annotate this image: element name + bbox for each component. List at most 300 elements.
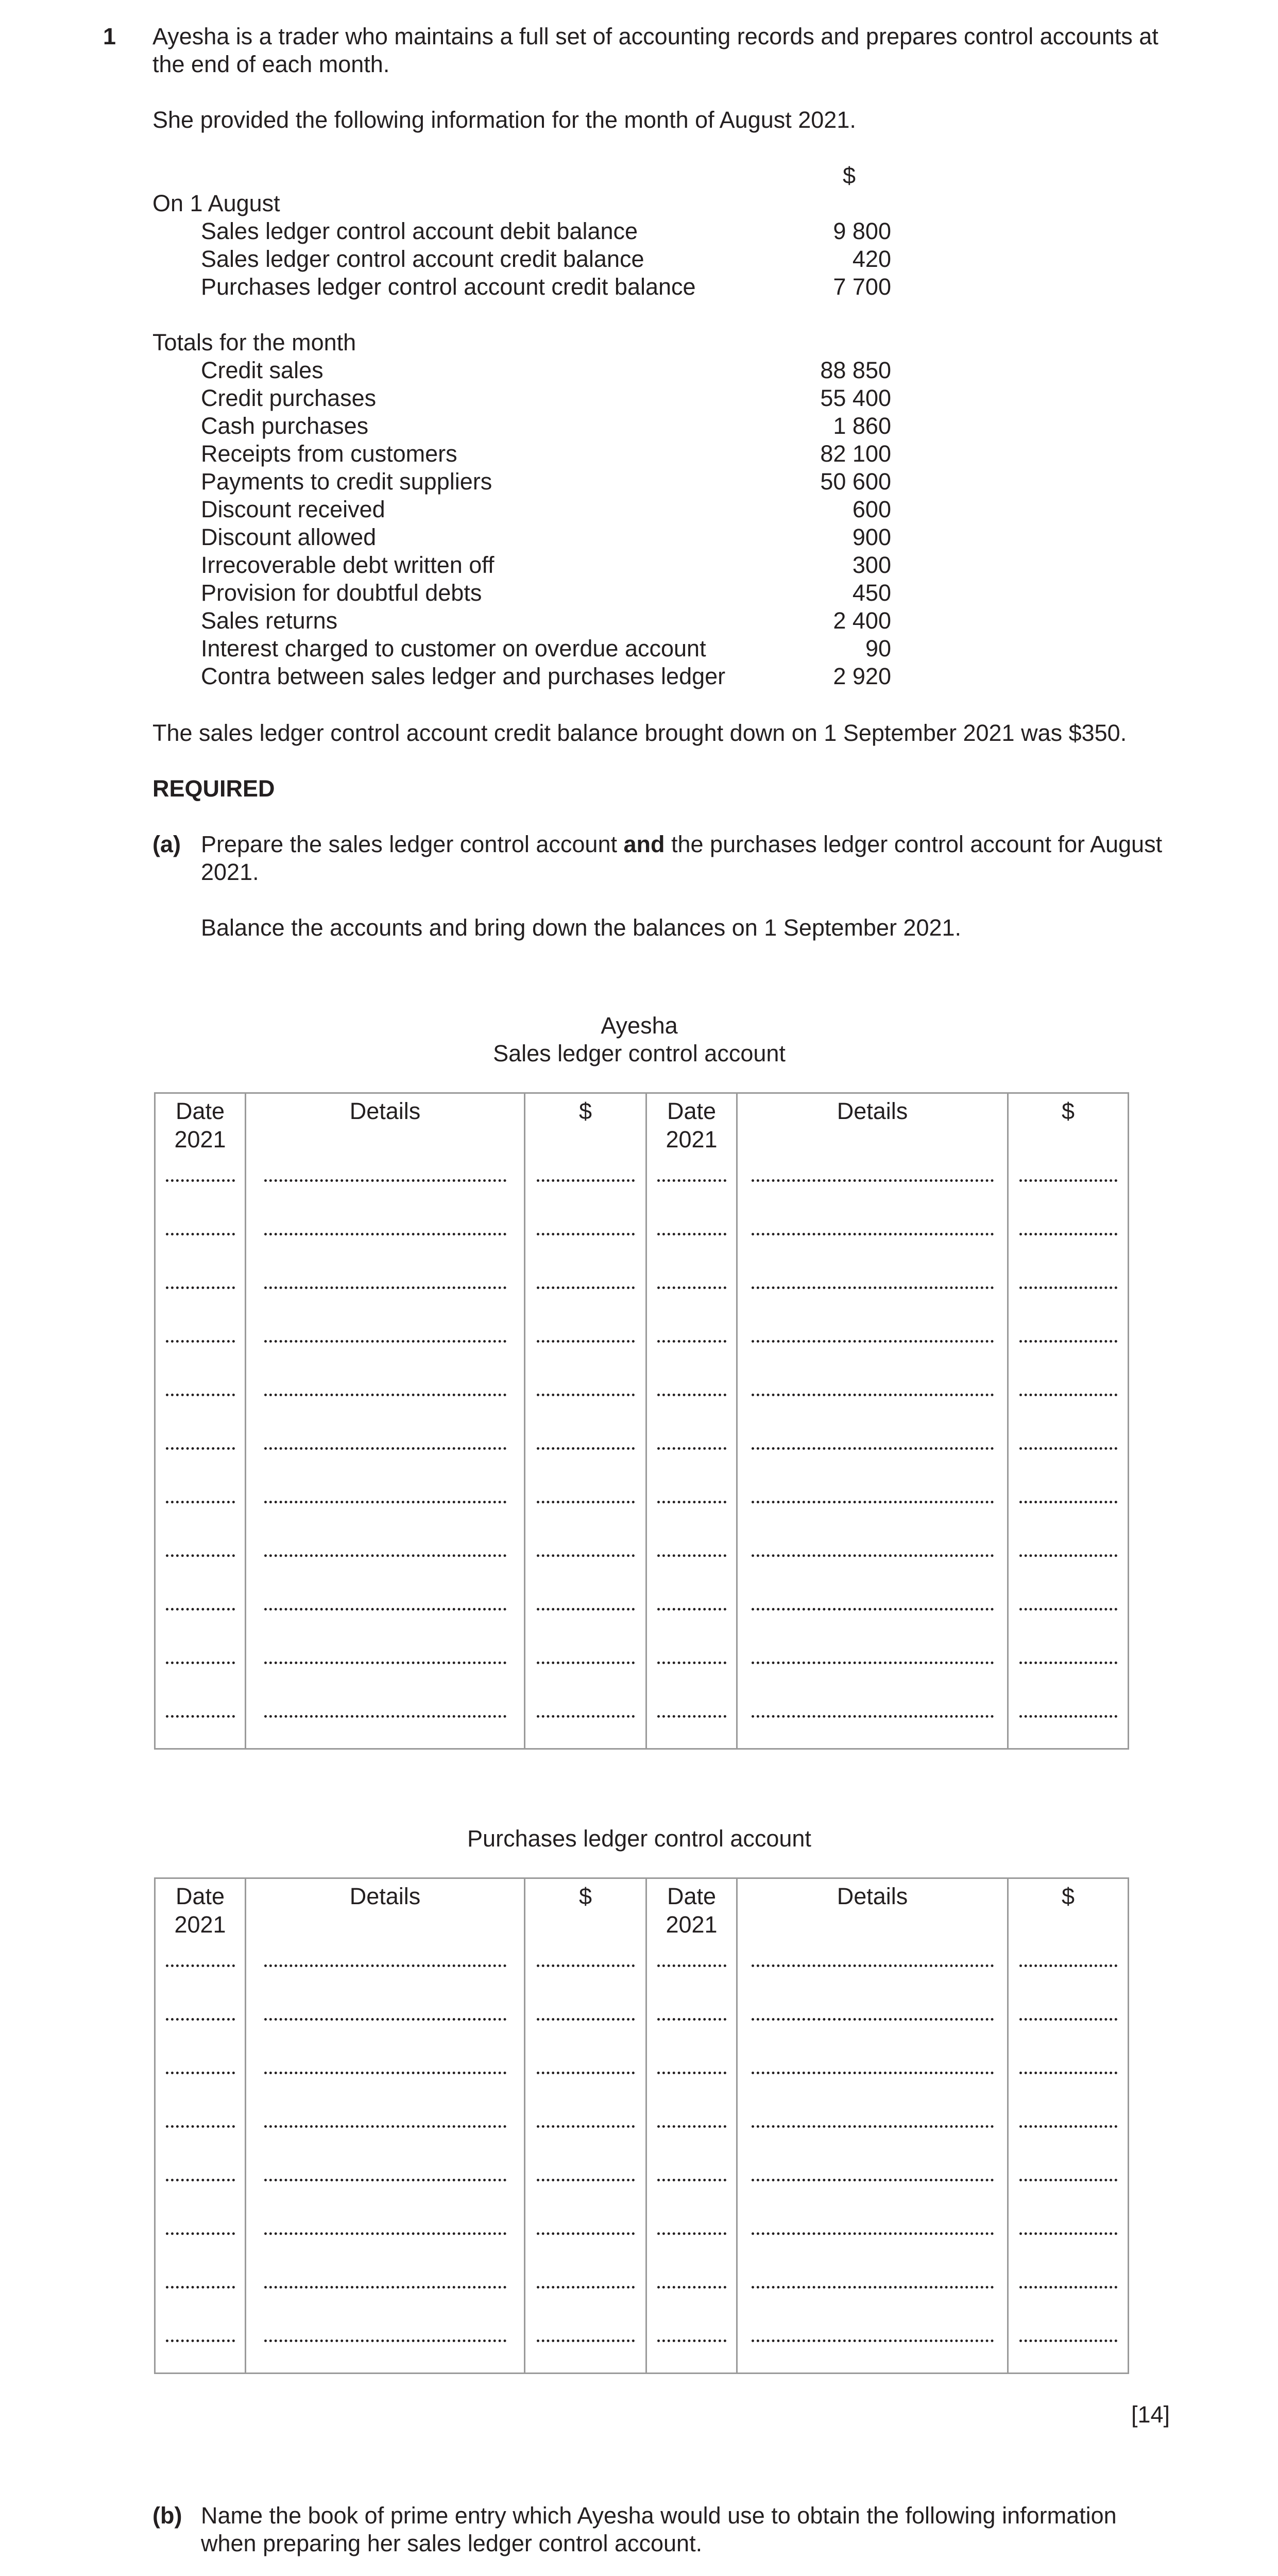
totals-item-label: Payments to credit suppliers bbox=[201, 468, 492, 495]
totals-item-label: Cash purchases bbox=[201, 413, 369, 439]
col-details-cr: Details bbox=[737, 1878, 1008, 1944]
dotted-answer-line bbox=[1019, 1480, 1117, 1503]
dotted-answer-line bbox=[752, 2212, 994, 2235]
entry-cell[interactable] bbox=[646, 1212, 737, 1266]
entry-cell[interactable] bbox=[246, 1480, 525, 1534]
dotted-answer-line bbox=[657, 2319, 726, 2342]
dotted-answer-line bbox=[264, 1266, 506, 1289]
entry-cell[interactable] bbox=[646, 1944, 737, 1997]
account-entry-row bbox=[155, 1159, 1129, 1212]
dotted-answer-line bbox=[537, 1212, 635, 1235]
dotted-answer-line bbox=[657, 1944, 726, 1967]
entry-cell[interactable] bbox=[525, 1944, 646, 1997]
account-entry-row bbox=[155, 2051, 1129, 2105]
entry-cell[interactable] bbox=[737, 1212, 1008, 1266]
dotted-answer-line bbox=[657, 1212, 726, 1235]
entry-cell[interactable] bbox=[525, 1427, 646, 1480]
entry-cell[interactable] bbox=[646, 1319, 737, 1373]
entry-cell[interactable] bbox=[646, 1373, 737, 1427]
dotted-answer-line bbox=[657, 1427, 726, 1450]
entry-cell[interactable] bbox=[246, 1373, 525, 1427]
entry-cell[interactable] bbox=[646, 1534, 737, 1587]
entry-cell[interactable] bbox=[646, 2212, 737, 2265]
dotted-answer-line bbox=[264, 2158, 506, 2181]
entry-cell[interactable] bbox=[1008, 1641, 1129, 1694]
entry-cell[interactable] bbox=[1008, 1694, 1129, 1749]
entry-cell[interactable] bbox=[646, 1427, 737, 1480]
dotted-answer-line bbox=[537, 1944, 635, 1967]
dotted-answer-line bbox=[1019, 1212, 1117, 1235]
entry-cell[interactable] bbox=[246, 2212, 525, 2265]
entry-cell[interactable] bbox=[246, 1159, 525, 1212]
entry-cell[interactable] bbox=[246, 1587, 525, 1641]
dotted-answer-line bbox=[657, 2105, 726, 2128]
dotted-answer-line bbox=[264, 1641, 506, 1664]
dotted-answer-line bbox=[657, 2265, 726, 2289]
question-number: 1 bbox=[103, 23, 116, 49]
dotted-answer-line bbox=[1019, 2265, 1117, 2289]
dotted-answer-line bbox=[1019, 1944, 1117, 1967]
entry-cell[interactable] bbox=[1008, 1997, 1129, 2051]
dotted-answer-line bbox=[264, 1480, 506, 1503]
dotted-answer-line bbox=[657, 1534, 726, 1557]
dotted-answer-line bbox=[537, 1641, 635, 1664]
dotted-answer-line bbox=[657, 1319, 726, 1343]
dotted-answer-line bbox=[264, 1997, 506, 2021]
dotted-answer-line bbox=[657, 1694, 726, 1718]
opening-item-label: Purchases ledger control account credit balance bbox=[201, 274, 696, 300]
dotted-answer-line bbox=[752, 2158, 994, 2181]
dotted-answer-line bbox=[537, 1480, 635, 1503]
entry-cell[interactable] bbox=[246, 1427, 525, 1480]
totals-item-amount: 450 bbox=[852, 580, 891, 606]
entry-cell[interactable] bbox=[525, 1997, 646, 2051]
dotted-answer-line bbox=[752, 1319, 994, 1343]
dotted-answer-line bbox=[166, 2265, 235, 2289]
part-b-line-2: when preparing her sales ledger control account. bbox=[201, 2530, 703, 2556]
dotted-answer-line bbox=[752, 1641, 994, 1664]
entry-cell[interactable] bbox=[155, 1534, 246, 1587]
entry-cell[interactable] bbox=[737, 1534, 1008, 1587]
totals-item-label: Credit purchases bbox=[201, 385, 377, 411]
entry-cell[interactable] bbox=[1008, 1373, 1129, 1427]
dotted-answer-line bbox=[657, 1480, 726, 1503]
dotted-answer-line bbox=[264, 1694, 506, 1718]
totals-item-label: Irrecoverable debt written off bbox=[201, 552, 495, 578]
totals-item-amount: 88 850 bbox=[820, 357, 891, 383]
entry-cell[interactable] bbox=[646, 1641, 737, 1694]
entry-cell[interactable] bbox=[155, 1641, 246, 1694]
account-entry-row bbox=[155, 1641, 1129, 1694]
dotted-answer-line bbox=[264, 2212, 506, 2235]
entry-cell[interactable] bbox=[246, 1944, 525, 1997]
account-entry-row bbox=[155, 2158, 1129, 2212]
dotted-answer-line bbox=[264, 1427, 506, 1450]
entry-cell[interactable] bbox=[246, 2319, 525, 2374]
entry-cell[interactable] bbox=[1008, 1319, 1129, 1373]
entry-cell[interactable] bbox=[737, 1266, 1008, 1319]
totals-item-amount: 900 bbox=[852, 524, 891, 550]
entry-cell[interactable] bbox=[525, 2319, 646, 2374]
entry-cell[interactable] bbox=[1008, 1534, 1129, 1587]
dotted-answer-line bbox=[166, 1641, 235, 1664]
dotted-answer-line bbox=[1019, 2319, 1117, 2342]
dotted-answer-line bbox=[657, 1373, 726, 1396]
dotted-answer-line bbox=[537, 2105, 635, 2128]
account-entry-row bbox=[155, 2212, 1129, 2265]
entry-cell[interactable] bbox=[1008, 1266, 1129, 1319]
entry-cell[interactable] bbox=[646, 2265, 737, 2319]
dotted-answer-line bbox=[166, 1373, 235, 1396]
entry-cell[interactable] bbox=[525, 2158, 646, 2212]
dotted-answer-line bbox=[657, 2051, 726, 2074]
totals-item-label: Contra between sales ledger and purchases ledger bbox=[201, 663, 726, 689]
dotted-answer-line bbox=[657, 1641, 726, 1664]
dotted-answer-line bbox=[752, 1480, 994, 1503]
dotted-answer-line bbox=[1019, 1427, 1117, 1450]
entry-cell[interactable] bbox=[246, 2158, 525, 2212]
totals-item-amount: 90 bbox=[865, 635, 891, 662]
dotted-answer-line bbox=[1019, 1373, 1117, 1396]
purchases-account-rows bbox=[155, 1944, 1129, 2374]
dotted-answer-line bbox=[264, 2265, 506, 2289]
account-entry-row bbox=[155, 1997, 1129, 2051]
dotted-answer-line bbox=[752, 1694, 994, 1718]
dotted-answer-line bbox=[166, 2212, 235, 2235]
credit-balance-note: The sales ledger control account credit balance brought down on 1 September 2021 was $350. bbox=[152, 720, 1127, 746]
totals-item-label: Provision for doubtful debts bbox=[201, 580, 482, 606]
dotted-answer-line bbox=[752, 1587, 994, 1611]
entry-cell[interactable] bbox=[155, 1694, 246, 1749]
col-date-cr: Date 2021 bbox=[646, 1093, 737, 1159]
dotted-answer-line bbox=[657, 2158, 726, 2181]
dotted-answer-line bbox=[752, 1159, 994, 1182]
entry-cell[interactable] bbox=[1008, 1944, 1129, 1997]
entry-cell[interactable] bbox=[737, 1587, 1008, 1641]
dotted-answer-line bbox=[264, 1159, 506, 1182]
entry-cell[interactable] bbox=[155, 1944, 246, 1997]
account-entry-row bbox=[155, 1212, 1129, 1266]
entry-cell[interactable] bbox=[737, 2265, 1008, 2319]
entry-cell[interactable] bbox=[646, 1997, 737, 2051]
dotted-answer-line bbox=[166, 2158, 235, 2181]
entry-cell[interactable] bbox=[525, 1587, 646, 1641]
entry-cell[interactable] bbox=[246, 2265, 525, 2319]
dotted-answer-line bbox=[166, 1694, 235, 1718]
entry-cell[interactable] bbox=[737, 1997, 1008, 2051]
totals-item-amount: 600 bbox=[852, 496, 891, 522]
entry-cell[interactable] bbox=[246, 1319, 525, 1373]
dotted-answer-line bbox=[1019, 1997, 1117, 2021]
entry-cell[interactable] bbox=[246, 1997, 525, 2051]
part-a-text: Prepare the sales ledger control account and the purchases ledger control account for August bbox=[201, 831, 1163, 857]
dotted-answer-line bbox=[537, 2158, 635, 2181]
account-entry-row bbox=[155, 1427, 1129, 1480]
account-entry-row bbox=[155, 1319, 1129, 1373]
entry-cell[interactable] bbox=[246, 2105, 525, 2158]
entry-cell[interactable] bbox=[1008, 1587, 1129, 1641]
entry-cell[interactable] bbox=[1008, 1427, 1129, 1480]
entry-cell[interactable] bbox=[155, 2051, 246, 2105]
entry-cell[interactable] bbox=[1008, 2158, 1129, 2212]
dotted-answer-line bbox=[166, 1997, 235, 2021]
dotted-answer-line bbox=[1019, 1319, 1117, 1343]
entry-cell[interactable] bbox=[155, 1427, 246, 1480]
account-entry-row bbox=[155, 1587, 1129, 1641]
dotted-answer-line bbox=[1019, 1159, 1117, 1182]
entry-cell[interactable] bbox=[525, 2051, 646, 2105]
dotted-answer-line bbox=[537, 1159, 635, 1182]
entry-cell[interactable] bbox=[525, 1694, 646, 1749]
dotted-answer-line bbox=[166, 2105, 235, 2128]
part-b-label: (b) bbox=[152, 2502, 182, 2529]
opening-item-label: Sales ledger control account debit balance bbox=[201, 218, 638, 244]
entry-cell[interactable] bbox=[525, 1641, 646, 1694]
entry-cell[interactable] bbox=[155, 1266, 246, 1319]
entry-cell[interactable] bbox=[737, 2319, 1008, 2374]
entry-cell[interactable] bbox=[646, 1266, 737, 1319]
entry-cell[interactable] bbox=[525, 1480, 646, 1534]
opening-item-amount: 420 bbox=[852, 246, 891, 272]
entry-cell[interactable] bbox=[646, 1694, 737, 1749]
col-date-dr: Date 2021 bbox=[155, 1878, 246, 1944]
entry-cell[interactable] bbox=[737, 1159, 1008, 1212]
part-a-marks: [14] bbox=[1131, 2401, 1170, 2428]
part-b-line-1: Name the book of prime entry which Ayesha would use to obtain the following information bbox=[201, 2502, 1117, 2529]
entry-cell[interactable] bbox=[646, 2158, 737, 2212]
col-amount-dr: $ bbox=[525, 1093, 646, 1159]
totals-item-amount: 55 400 bbox=[820, 385, 891, 411]
part-a-instruction: Balance the accounts and bring down the balances on 1 September 2021. bbox=[201, 914, 962, 941]
dotted-answer-line bbox=[166, 1534, 235, 1557]
dotted-answer-line bbox=[264, 1534, 506, 1557]
entry-cell[interactable] bbox=[1008, 2319, 1129, 2374]
dotted-answer-line bbox=[1019, 1587, 1117, 1611]
dotted-answer-line bbox=[166, 1266, 235, 1289]
dotted-answer-line bbox=[657, 1266, 726, 1289]
entry-cell[interactable] bbox=[646, 2051, 737, 2105]
dotted-answer-line bbox=[264, 2051, 506, 2074]
dotted-answer-line bbox=[264, 2319, 506, 2342]
entry-cell[interactable] bbox=[646, 2105, 737, 2158]
entry-cell[interactable] bbox=[646, 1587, 737, 1641]
entry-cell[interactable] bbox=[246, 1694, 525, 1749]
dotted-answer-line bbox=[537, 1319, 635, 1343]
dotted-answer-line bbox=[752, 1373, 994, 1396]
totals-item-label: Credit sales bbox=[201, 357, 323, 383]
entry-cell[interactable] bbox=[646, 1159, 737, 1212]
entry-cell[interactable] bbox=[525, 1373, 646, 1427]
entry-cell[interactable] bbox=[737, 2105, 1008, 2158]
dotted-answer-line bbox=[264, 1587, 506, 1611]
entry-cell[interactable] bbox=[155, 1480, 246, 1534]
provided-sentence: She provided the following information for the month of August 2021. bbox=[152, 107, 856, 133]
sales-account-title: Sales ledger control account bbox=[493, 1040, 786, 1066]
col-amount-cr: $ bbox=[1008, 1878, 1129, 1944]
dotted-answer-line bbox=[657, 2212, 726, 2235]
required-heading: REQUIRED bbox=[152, 775, 275, 802]
entry-cell[interactable] bbox=[155, 2212, 246, 2265]
currency-header: $ bbox=[843, 162, 856, 189]
sales-account-rows bbox=[155, 1159, 1129, 1749]
entry-cell[interactable] bbox=[525, 2212, 646, 2265]
opening-item-amount: 9 800 bbox=[833, 218, 891, 244]
totals-item-amount: 82 100 bbox=[820, 440, 891, 467]
entry-cell[interactable] bbox=[525, 1534, 646, 1587]
entry-cell[interactable] bbox=[737, 1944, 1008, 1997]
entry-cell[interactable] bbox=[246, 1534, 525, 1587]
dotted-answer-line bbox=[1019, 1641, 1117, 1664]
entry-cell[interactable] bbox=[737, 1373, 1008, 1427]
dotted-answer-line bbox=[166, 1159, 235, 1182]
opening-item-label: Sales ledger control account credit balance bbox=[201, 246, 644, 272]
entry-cell[interactable] bbox=[246, 1212, 525, 1266]
entry-cell[interactable] bbox=[525, 2105, 646, 2158]
dotted-answer-line bbox=[264, 1373, 506, 1396]
dotted-answer-line bbox=[537, 1694, 635, 1718]
dotted-answer-line bbox=[166, 1212, 235, 1235]
entry-cell[interactable] bbox=[525, 1159, 646, 1212]
entry-cell[interactable] bbox=[246, 2051, 525, 2105]
part-a-label: (a) bbox=[152, 831, 181, 857]
dotted-answer-line bbox=[166, 1480, 235, 1503]
dotted-answer-line bbox=[166, 2319, 235, 2342]
trader-name: Ayesha bbox=[601, 1012, 678, 1039]
entry-cell[interactable] bbox=[1008, 2105, 1129, 2158]
dotted-answer-line bbox=[264, 1212, 506, 1235]
entry-cell[interactable] bbox=[155, 2158, 246, 2212]
totals-item-amount: 300 bbox=[852, 552, 891, 578]
entry-cell[interactable] bbox=[155, 1319, 246, 1373]
entry-cell[interactable] bbox=[525, 2265, 646, 2319]
totals-item-label: Receipts from customers bbox=[201, 440, 457, 467]
account-entry-row bbox=[155, 1373, 1129, 1427]
entry-cell[interactable] bbox=[155, 1212, 246, 1266]
dotted-answer-line bbox=[657, 1159, 726, 1182]
entry-cell[interactable] bbox=[525, 1266, 646, 1319]
entry-cell[interactable] bbox=[246, 1266, 525, 1319]
account-entry-row bbox=[155, 2265, 1129, 2319]
entry-cell[interactable] bbox=[737, 1694, 1008, 1749]
sales-ledger-control-account bbox=[154, 1092, 1129, 1750]
dotted-answer-line bbox=[166, 2051, 235, 2074]
entry-cell[interactable] bbox=[737, 1319, 1008, 1373]
account-entry-row bbox=[155, 1480, 1129, 1534]
dotted-answer-line bbox=[752, 1266, 994, 1289]
entry-cell[interactable] bbox=[737, 1427, 1008, 1480]
dotted-answer-line bbox=[657, 1587, 726, 1611]
col-details-dr: Details bbox=[246, 1878, 525, 1944]
entry-cell[interactable] bbox=[737, 1641, 1008, 1694]
account-entry-row bbox=[155, 1266, 1129, 1319]
entry-cell[interactable] bbox=[1008, 1159, 1129, 1212]
dotted-answer-line bbox=[166, 1944, 235, 1967]
totals-item-label: Discount allowed bbox=[201, 524, 377, 550]
dotted-answer-line bbox=[752, 2319, 994, 2342]
totals-item-amount: 2 400 bbox=[833, 607, 891, 634]
dotted-answer-line bbox=[537, 1534, 635, 1557]
entry-cell[interactable] bbox=[246, 1641, 525, 1694]
entry-cell[interactable] bbox=[737, 2158, 1008, 2212]
intro-line-1: Ayesha is a trader who maintains a full set of accounting records and prepares control accounts at bbox=[152, 23, 1158, 49]
col-amount-cr: $ bbox=[1008, 1093, 1129, 1159]
totals-heading: Totals for the month bbox=[152, 329, 356, 355]
col-details-dr: Details bbox=[246, 1093, 525, 1159]
entry-cell[interactable] bbox=[646, 2319, 737, 2374]
dotted-answer-line bbox=[537, 2212, 635, 2235]
dotted-answer-line bbox=[752, 1212, 994, 1235]
dotted-answer-line bbox=[752, 1997, 994, 2021]
entry-cell[interactable] bbox=[737, 1480, 1008, 1534]
dotted-answer-line bbox=[537, 1587, 635, 1611]
opening-heading: On 1 August bbox=[152, 190, 280, 216]
entry-cell[interactable] bbox=[155, 1587, 246, 1641]
dotted-answer-line bbox=[264, 1944, 506, 1967]
totals-item-amount: 1 860 bbox=[833, 413, 891, 439]
dotted-answer-line bbox=[1019, 1266, 1117, 1289]
account-entry-row bbox=[155, 2105, 1129, 2158]
dotted-answer-line bbox=[657, 1997, 726, 2021]
entry-cell[interactable] bbox=[1008, 1480, 1129, 1534]
entry-cell[interactable] bbox=[155, 1373, 246, 1427]
dotted-answer-line bbox=[264, 2105, 506, 2128]
dotted-answer-line bbox=[752, 2265, 994, 2289]
dotted-answer-line bbox=[537, 1427, 635, 1450]
dotted-answer-line bbox=[537, 1266, 635, 1289]
entry-cell[interactable] bbox=[1008, 1212, 1129, 1266]
dotted-answer-line bbox=[537, 2319, 635, 2342]
dotted-answer-line bbox=[537, 1373, 635, 1396]
entry-cell[interactable] bbox=[525, 1319, 646, 1373]
dotted-answer-line bbox=[752, 1534, 994, 1557]
dotted-answer-line bbox=[1019, 2212, 1117, 2235]
entry-cell[interactable] bbox=[737, 2051, 1008, 2105]
totals-item-label: Sales returns bbox=[201, 607, 338, 634]
entry-cell[interactable] bbox=[155, 2105, 246, 2158]
totals-item-amount: 50 600 bbox=[820, 468, 891, 495]
purchases-account-title: Purchases ledger control account bbox=[467, 1825, 811, 1852]
dotted-answer-line bbox=[1019, 1534, 1117, 1557]
account-entry-row bbox=[155, 1534, 1129, 1587]
purchases-ledger-control-account bbox=[154, 1877, 1129, 2374]
entry-cell[interactable] bbox=[737, 2212, 1008, 2265]
entry-cell[interactable] bbox=[155, 2265, 246, 2319]
dotted-answer-line bbox=[264, 1319, 506, 1343]
dotted-answer-line bbox=[166, 1319, 235, 1343]
entry-cell[interactable] bbox=[1008, 2051, 1129, 2105]
entry-cell[interactable] bbox=[525, 1212, 646, 1266]
dotted-answer-line bbox=[537, 2265, 635, 2289]
col-details-cr: Details bbox=[737, 1093, 1008, 1159]
dotted-answer-line bbox=[1019, 2105, 1117, 2128]
entry-cell[interactable] bbox=[1008, 2265, 1129, 2319]
entry-cell[interactable] bbox=[155, 1997, 246, 2051]
entry-cell[interactable] bbox=[646, 1480, 737, 1534]
dotted-answer-line bbox=[752, 2051, 994, 2074]
col-date-cr: Date 2021 bbox=[646, 1878, 737, 1944]
dotted-answer-line bbox=[1019, 1694, 1117, 1718]
entry-cell[interactable] bbox=[1008, 2212, 1129, 2265]
entry-cell[interactable] bbox=[155, 2319, 246, 2374]
dotted-answer-line bbox=[166, 1587, 235, 1611]
totals-item-label: Discount received bbox=[201, 496, 385, 522]
dotted-answer-line bbox=[752, 1427, 994, 1450]
dotted-answer-line bbox=[752, 2105, 994, 2128]
col-amount-dr: $ bbox=[525, 1878, 646, 1944]
intro-line-2: the end of each month. bbox=[152, 51, 390, 77]
dotted-answer-line bbox=[752, 1944, 994, 1967]
entry-cell[interactable] bbox=[155, 1159, 246, 1212]
